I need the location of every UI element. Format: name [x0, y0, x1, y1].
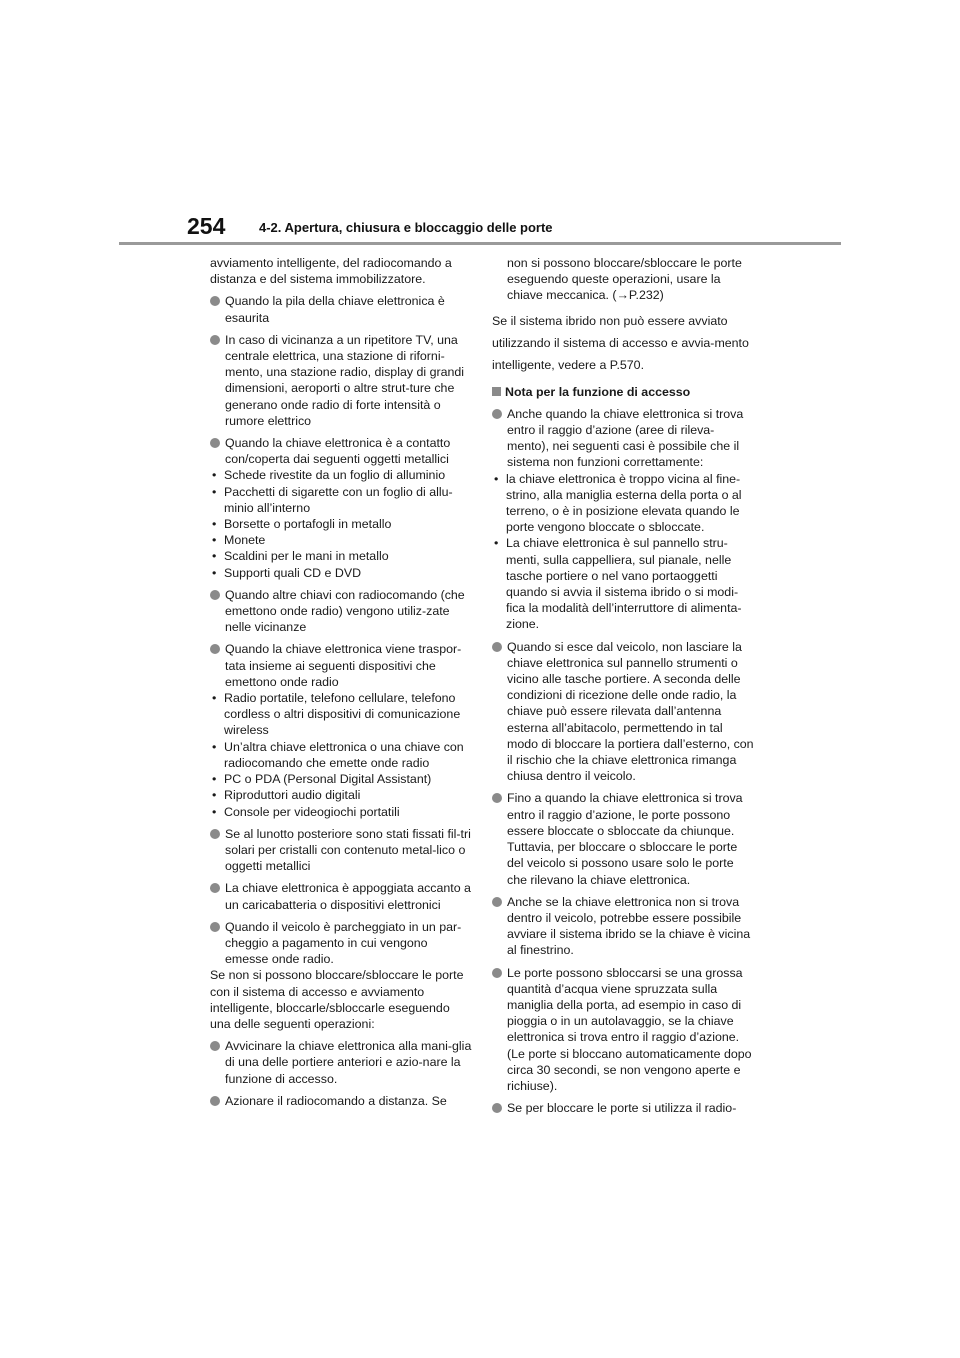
sub-list-item: • Riproduttori audio digitali [210, 787, 472, 803]
list-item: Le porte possono sbloccarsi se una grossa quantità d’acqua viene spruzzata sulla maniglia della porta, ad esempio in caso di pioggia o in un autolavaggio, se la chiave elettronica si trova entro il raggio d’azione. (Le porte si bloccano automaticamente dopo circa 30 secondi, se non vengono aperte e richiuse). [492, 965, 754, 1095]
list-item: Anche se la chiave elettronica non si trova dentro il veicolo, potrebbe essere possibile avviare il sistema ibrido se la chiave è vicina al finestrino. [492, 894, 754, 959]
bullet-icon [210, 922, 220, 932]
bullet-icon [210, 883, 220, 893]
sub-list-item: • Schede rivestite da un foglio di alluminio [210, 467, 472, 483]
sub-list-item: • Borsette o portafogli in metallo [210, 516, 472, 532]
sub-list-item: • Scaldini per le mani in metallo [210, 548, 472, 564]
header-rule [119, 242, 841, 245]
bullet-icon [210, 296, 220, 306]
list-item: Azionare il radiocomando a distanza. Se [210, 1093, 472, 1109]
square-bullet-icon [492, 387, 501, 396]
bullet-icon [492, 409, 502, 419]
list-item: Quando la chiave elettronica viene traspor-tata insieme ai seguenti dispositivi che emettono onde radio [210, 641, 472, 690]
bullet-icon [492, 968, 502, 978]
right-column [492, 255, 754, 1122]
list-item: In caso di vicinanza a un ripetitore TV, una centrale elettrica, una stazione di riforni-mento, una stazione radio, display di grandi dimensioni, aeroporti o altre strut-ture che generano onde radio di forte intensità o rumore elettrico [210, 332, 472, 429]
bullet-icon [210, 1096, 220, 1106]
bullet-icon [492, 1103, 502, 1113]
body-paragraph: Se il sistema ibrido non può essere avviato utilizzando il sistema di accesso e avvia-mento intelligente, vedere a P.570. [492, 313, 749, 372]
list-item: Quando il veicolo è parcheggiato in un par-cheggio a pagamento in cui vengono emesse onde radio. [210, 919, 472, 968]
sub-list-item: • Console per videogiochi portatili [210, 804, 472, 820]
sub-list-item: • Radio portatile, telefono cellulare, telefono cordless o altri dispositivi di comunicazione wireless [210, 690, 472, 739]
sub-list [492, 471, 754, 633]
page-header [0, 0, 960, 250]
page-number: 254 [187, 213, 226, 239]
bullet-icon [492, 897, 502, 907]
list-item: Se per bloccare le porte si utilizza il radio- [492, 1100, 754, 1116]
bullet-icon [210, 438, 220, 448]
intro-paragraph: avviamento intelligente, del radiocomando a distanza e del sistema immobilizzatore. [210, 256, 452, 287]
bullet-icon [210, 1041, 220, 1051]
chapter-title: 4-2. Apertura, chiusura e bloccaggio delle porte [259, 220, 553, 235]
bullet-icon [210, 335, 220, 345]
sub-list-item: • Un’altra chiave elettronica o una chiave con radiocomando che emette onde radio [210, 739, 472, 771]
bullet-icon [210, 644, 220, 654]
bullet-icon [210, 590, 220, 600]
sub-list-item: • Pacchetti di sigarette con un foglio di allu-minio all’interno [210, 484, 472, 516]
sub-list-item: • la chiave elettronica è troppo vicina al fine-strino, alla maniglia esterna della porta o al terreno, o è in posizione elevata quando le porte vengono bloccate o sbloccate. [492, 471, 754, 536]
list-item: La chiave elettronica è appoggiata accanto a un caricabatteria o dispositivi elettronici [210, 880, 472, 912]
list-item: Se al lunotto posteriore sono stati fissati fil-tri solari per cristalli con contenuto metal-lico o oggetti metallici [210, 826, 472, 875]
sub-list-item: • La chiave elettronica è sul pannello stru-menti, sulla cappelliera, sul pianale, nelle tasche portiere o nel vano portaoggetti quando si avvia il sistema ibrido o si modi-fica la modalità dell’interruttore di alimenta-zione. [492, 535, 754, 632]
section-heading: Nota per la funzione di accesso [492, 384, 754, 400]
list-item: Avvicinare la chiave elettronica alla mani-glia di una delle portiere anteriori e azio-nare la funzione di accesso. [210, 1038, 472, 1087]
list-item: Fino a quando la chiave elettronica si trova entro il raggio d’azione, le porte possono essere bloccate o sbloccate da chiunque. Tuttavia, per bloccare o sbloccare le porte del veicolo si possono usare solo le porte che rilevano la chiave elettronica. [492, 790, 754, 887]
bullet-icon [492, 642, 502, 652]
left-column [210, 255, 472, 1115]
continued-paragraph: non si possono bloccare/sbloccare le porte eseguendo queste operazioni, usare la chiave meccanica. (→P.232) [507, 256, 742, 303]
list-item: Anche quando la chiave elettronica si trova entro il raggio d’azione (aree di rileva-mento), nei seguenti casi è possibile che il sistema non funzioni correttamente: [492, 406, 754, 471]
sub-list [210, 467, 472, 580]
list-item: Quando altre chiavi con radiocomando (che emettono onde radio) vengono utiliz-zate nelle vicinanze [210, 587, 472, 636]
list-item: Quando si esce dal veicolo, non lasciare la chiave elettronica sul pannello strumenti o vicino alle tasche portiere. A seconda delle condizioni di ricezione delle onde radio, la chiave può essere rilevata dall’antenna esterna all’abitacolo, permettendo in tal modo di bloccare la portiera dall’esterno, con il rischio che la chiave elettronica rimanga chiusa dentro il veicolo. [492, 639, 754, 785]
list-item: Quando la chiave elettronica è a contatto con/coperta dai seguenti oggetti metallici [210, 435, 472, 467]
bullet-icon [210, 829, 220, 839]
sub-list-item: • PC o PDA (Personal Digital Assistant) [210, 771, 472, 787]
sub-list-item: • Monete [210, 532, 472, 548]
body-paragraph: Se non si possono bloccare/sbloccare le porte con il sistema di accesso e avviamento intelligente, bloccarle/sbloccarle eseguendo una delle seguenti operazioni: [210, 968, 464, 1031]
bullet-icon [492, 793, 502, 803]
sub-list-item: • Supporti quali CD e DVD [210, 565, 472, 581]
list-item: Quando la pila della chiave elettronica è esaurita [210, 293, 472, 325]
sub-list [210, 690, 472, 820]
